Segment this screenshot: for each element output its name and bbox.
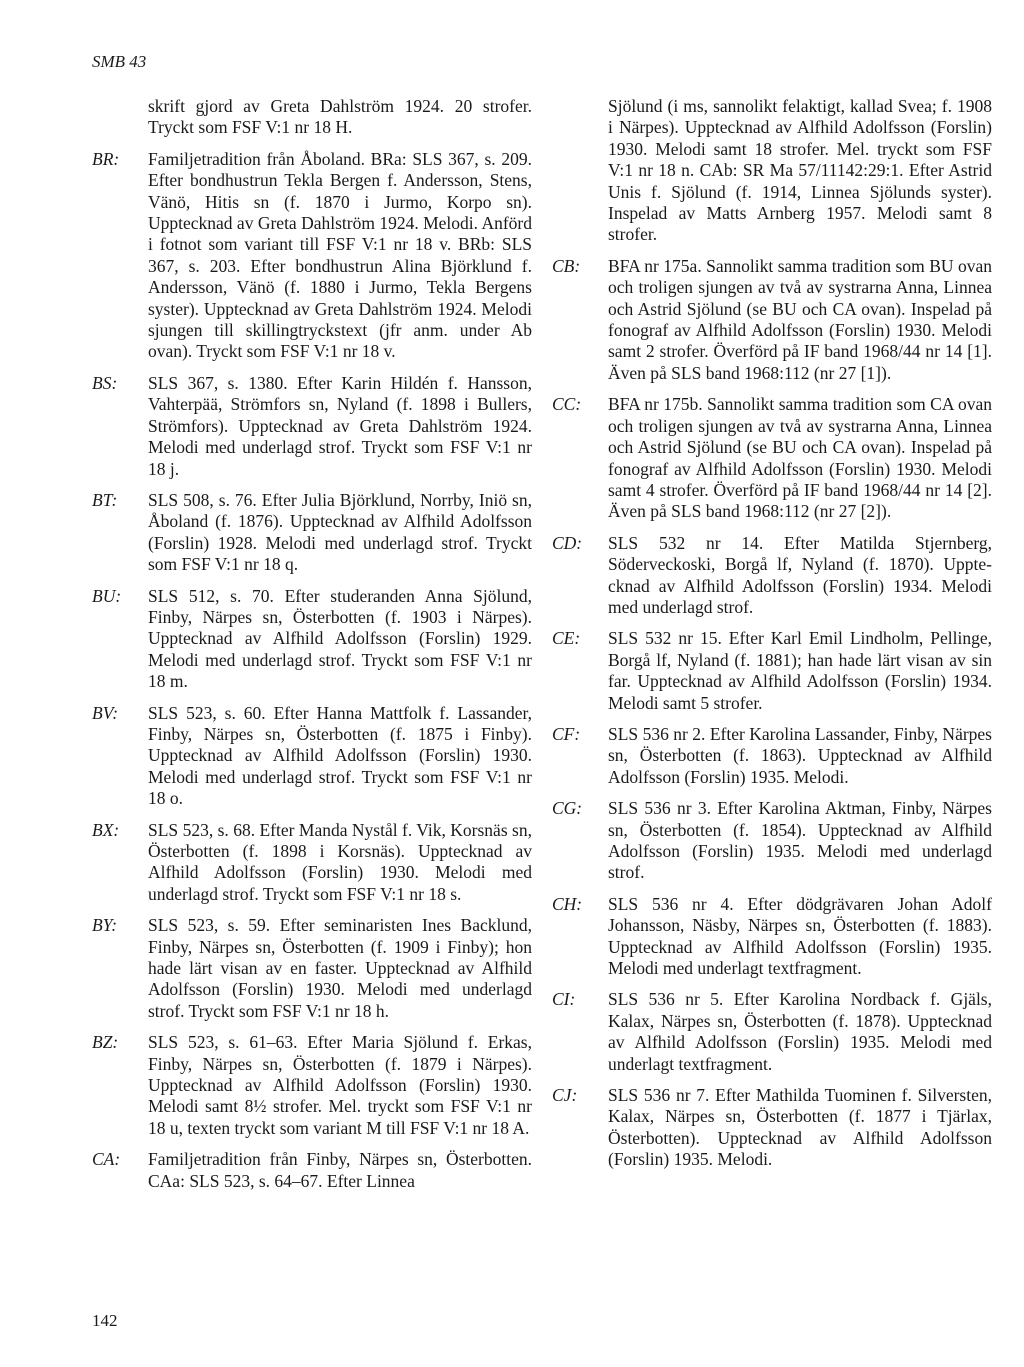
entry-code: CH: [552,893,583,914]
catalog-entry [548,989,992,1075]
entry-code: BT: [92,489,118,510]
entry-code: CD: [552,532,583,553]
catalog-entry [548,894,992,980]
catalog-entry [548,1085,992,1171]
entry-text: Sjölund (i ms, sannolikt felaktigt, kallad Svea; f. 1908 i Närpes). Upptecknad av Alfhild Adolfsson (Forslin) 1930. Melodi samt 18 strofer. Mel. tryckt som FSF V:1 nr 18 n. CAb: SR Ma 57/11142:29:1. Efter Astrid Unis f. Sjölund (f. 1914, Linnea Sjölunds syster). Inspelad av Matts Arnberg 1957. Melodi samt 8 strofer. [608,96,992,245]
entry-code: BS: [92,372,118,393]
entry-code: BZ: [92,1032,119,1053]
entry-text: SLS 508, s. 76. Efter Julia Björklund, Norrby, Iniö sn, Åboland (f. 1876). Upptecknad av Alfhild Adolfsson (Forslin) 1928. Melodi med underlagd strof. Tryckt som FSF V:1 nr 18 q. [148,489,532,575]
catalog-entry [548,96,992,246]
catalog-entry [548,533,992,619]
running-header: SMB 43 [92,52,147,71]
left-column [88,96,532,1202]
entry-text: SLS 523, s. 60. Efter Hanna Mattfolk f. Lassander, Finby, Närpes sn, Österbotten (f. 1875 i Finby). Upptecknad av Alfhild Adolfsson (Forslin) 1930. Melodi med underlagd strof. Tryckt som FSF V:1 nr 18 o. [148,702,532,809]
entry-text: BFA nr 175b. Sannolikt samma tradition som CA ovan och troligen sjungen av två av systrarna Anna, Linnea och Astrid Sjölund (se BU och CA ovan). Inspelad på fonograf av Alfhild Adolfsson (Forslin) 1930. Melodi samt 4 strofer. Överförd på IF band 1968/44 nr 14 [2]. Även på SLS band 1968:112 (nr 27 [2]). [608,394,992,522]
entry-code: CE: [552,628,581,649]
catalog-entry [548,256,992,384]
entry-code: BU: [92,585,122,606]
entry-code: BR: [92,148,120,169]
catalog-entry [88,1149,532,1192]
entry-code: CC: [552,394,582,415]
catalog-entry [88,915,532,1022]
entry-text: SLS 532 nr 15. Efter Karl Emil Lindholm, Pellinge, Borgå lf, Nyland (f. 1881); han hade lärt visan av sin far. Upptecknad av Alfhild Adolfsson (Forslin) 1934. Melodi samt 5 strofer. [608,628,992,713]
entry-text: SLS 536 nr 3. Efter Karolina Aktman, Finby, Närpes sn, Österbotten (f. 1854). Upptecknad av Alfhild Adolfsson (Forslin) 1935. Melodi med underlagd strof. [608,798,992,883]
entry-text: SLS 523, s. 68. Efter Manda Nystål f. Vik, Korsnäs sn, Österbotten (f. 1898 i Korsnäs). Upptecknad av Alfhild Adolfsson (Forslin) 1930. Melodi med underlagd strof. Tryckt som FSF V:1 nr 18 s. [148,819,532,904]
page-number: 142 [92,1311,118,1330]
catalog-entry [88,586,532,693]
catalog-entry [548,394,992,522]
entry-code: BY: [92,915,118,936]
entry-text: SLS 523, s. 61–63. Efter Maria Sjölund f. Erkas, Finby, Närpes sn, Österbotten (f. 1879 i Närpes). Upptecknad av Alfhild Adolfsson (Forslin) 1930. Melodi samt 8½ strofer. Mel. tryckt som FSF V:1 nr 18 u, texten tryckt som variant M till FSF V:1 nr 18 A. [148,1032,532,1138]
entry-code: BX: [92,819,120,840]
entry-text: SLS 367, s. 1380. Efter Karin Hildén f. Hansson, Vahterpää, Strömfors sn, Nyland (f. 1898 i Bullers, Strömfors). Upptecknad av Greta Dahlström 1924. Melodi med underlagd strof. Tryckt som FSF V:1 nr 18 j. [148,372,532,479]
catalog-entry [548,724,992,788]
catalog-entry [88,820,532,906]
catalog-entry [88,96,532,139]
entry-text: SLS 532 nr 14. Efter Matilda Stjernberg, Söderveckoski, Borgå lf, Nyland (f. 1870). Upptecknad av Alfhild Adolfsson (Forslin) 1934. Melodi med underlagd strof. [608,532,992,617]
entry-text: skrift gjord av Greta Dahlström 1924. 20 strofer. Tryckt som FSF V:1 nr 18 H. [148,96,532,138]
entry-text: SLS 536 nr 2. Efter Karolina Lassander, Finby, Närpes sn, Österbotten (f. 1863). Upptecknad av Alfhild Adolfsson (Forslin) 1935. Melodi. [608,723,992,787]
entry-code: BV: [92,702,119,723]
catalog-entry [88,490,532,576]
entry-code: CJ: [552,1085,578,1106]
catalog-entry [88,373,532,480]
catalog-entry [88,149,532,363]
entry-text: SLS 536 nr 4. Efter dödgrävaren Johan Adolf Johansson, Näsby, Närpes sn, Österbotten (f. 1883). Upptecknad av Alfhild Adolfsson (Forslin) 1935. Melodi med underlagt textfragment. [608,893,992,979]
catalog-entry [88,703,532,810]
catalog-entry [548,628,992,714]
entry-text: SLS 536 nr 5. Efter Karolina Nordback f. Gjäls, Kalax, Närpes sn, Österbotten (f. 1878). Upptecknad av Alfhild Adolfsson (Forslin) 1935. Melodi med underlagt textfragment. [608,989,992,1074]
catalog-entry [548,798,992,884]
entry-text: BFA nr 175a. Sannolikt samma tradition som BU ovan och troligen sjungen av två av systrarna Anna, Linnea och Astrid Sjölund (se BU och CA ovan). Inspelad på fonograf av Alfhild Adolfsson (Forslin) 1930. Melodi samt 2 strofer. Överförd på IF band 1968/44 nr 14 [1]. Även på SLS band 1968:112 (nr 27 [1]). [608,255,992,383]
entry-text: Familjetradition från Finby, Närpes sn, Österbotten. CAa: SLS 523, s. 64–67. Efter Linnea [148,1149,532,1191]
right-column [548,96,992,1181]
entry-text: Familjetradition från Åboland. BRa: SLS 367, s. 209. Efter bondhustrun Tekla Bergen f. Andersson, Stens, Vänö, Hitis sn (f. 1870 i Jurmo, Korpo sn). Upptecknad av Greta Dahlström 1924. Melodi. Anförd i fotnot som variant till FSF V:1 nr 18 v. BRb: SLS 367, s. 203. Efter bondhustrun Alina Björklund f. Andersson, Vänö (f. 1880 i Jurmo, Tekla Bergens syster). Upptecknad av Greta Dahlström 1924. Melodi sjungen till skillingtryckstext (jfr anm. under Ab ovan). Tryckt som FSF V:1 nr 18 v. [148,148,532,362]
entry-text: SLS 512, s. 70. Efter studeranden Anna Sjölund, Finby, Närpes sn, Österbotten (f. 1903 i Närpes). Upptecknad av Alfhild Adolfsson (Forslin) 1929. Melodi med underlagd strof. Tryckt som FSF V:1 nr 18 m. [148,585,532,692]
entry-code: CA: [92,1149,121,1170]
entry-text: SLS 536 nr 7. Efter Mathilda Tuominen f. Silversten, Kalax, Närpes sn, Österbotten (f. 1877 i Tjärlax, Österbotten). Upptecknad av Alfhild Adolfsson (Forslin) 1935. Melodi. [608,1085,992,1170]
entry-code: CI: [552,989,576,1010]
catalog-entry [88,1032,532,1139]
entry-code: CF: [552,723,581,744]
entry-text: SLS 523, s. 59. Efter seminaristen Ines Backlund, Finby, Närpes sn, Österbotten (f. 1909 i Finby); hon hade lärt visan av en faster. Upptecknad av Alfhild Adolfsson (Forslin) 1930. Melodi med underlagd strof. Tryckt som FSF V:1 nr 18 h. [148,915,532,1021]
entry-code: CG: [552,798,583,819]
entry-code: CB: [552,255,581,276]
